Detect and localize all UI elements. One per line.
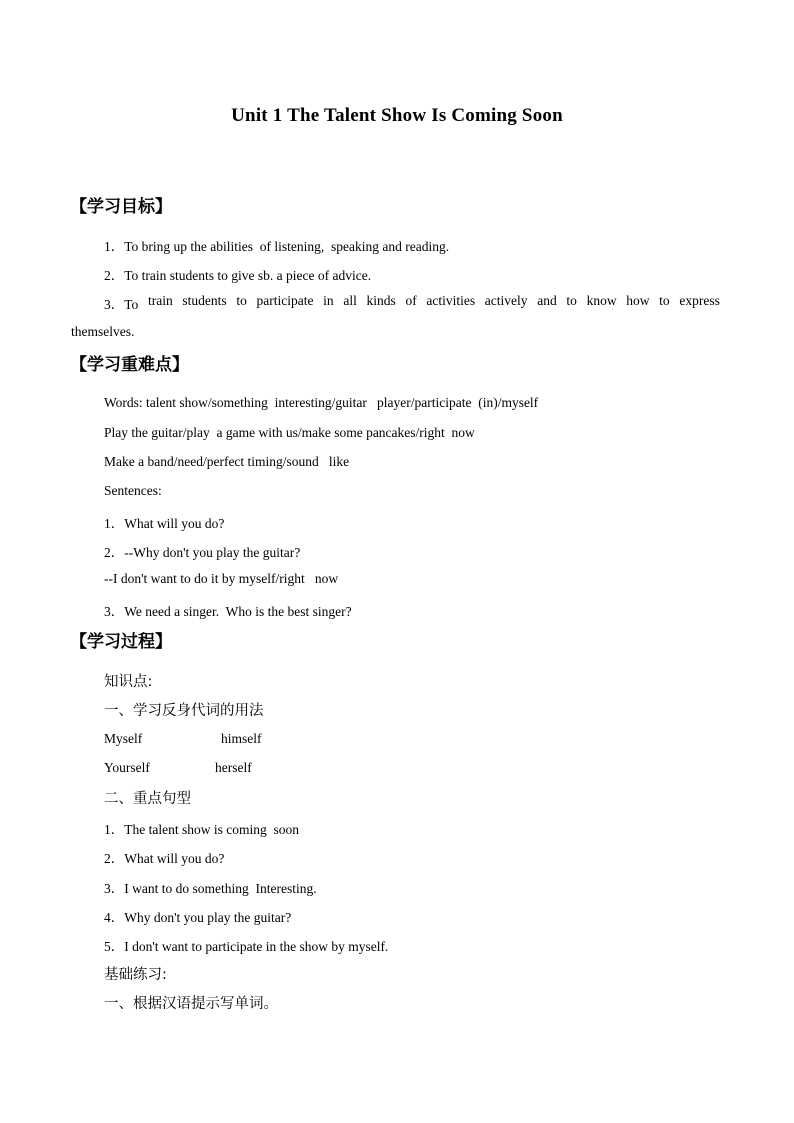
objective-word: know xyxy=(586,293,617,308)
pronoun-cell: herself xyxy=(215,760,252,775)
pronoun-cell: Myself xyxy=(104,731,143,746)
sentence-item: 3．I want to do something Interesting. xyxy=(104,881,317,896)
key-point-line: Sentences: xyxy=(104,483,162,498)
sentence-item: 4．Why don't you play the guitar? xyxy=(104,910,292,925)
document-title: Unit 1 The Talent Show Is Coming Soon xyxy=(231,105,563,126)
objective-word: express xyxy=(679,293,720,308)
key-point-line: Make a band/need/perfect timing/sound like xyxy=(104,454,350,469)
key-point-line: Words: talent show/something interesting/guitar player/participate (in)/myself xyxy=(104,395,539,410)
objective-word: participate xyxy=(256,293,314,308)
objective-item-continuation: themselves. xyxy=(71,324,135,339)
objective-word: 3．To xyxy=(104,297,139,312)
section-heading-objectives: 【学习目标】 xyxy=(70,197,172,217)
practice-title: 一、根据汉语提示写单词。 xyxy=(104,996,278,1012)
section-heading-process: 【学习过程】 xyxy=(70,632,172,652)
key-point-line: 1．What will you do? xyxy=(104,516,225,531)
key-point-line: Play the guitar/play a game with us/make some pancakes/right now xyxy=(104,425,475,440)
pronoun-cell: himself xyxy=(221,731,262,746)
objective-word: to xyxy=(236,293,247,308)
objective-word: to xyxy=(566,293,577,308)
objective-item: 2．To train students to give sb. a piece of advice. xyxy=(104,268,372,283)
objective-word: to xyxy=(659,293,670,308)
sentence-item: 2．What will you do? xyxy=(104,851,225,866)
part-title-sentences: 二、重点句型 xyxy=(104,791,191,807)
objective-word: how xyxy=(626,293,650,308)
objective-word: in xyxy=(323,293,334,308)
objective-item: 1．To bring up the abilities of listening, speaking and reading. xyxy=(104,239,450,254)
objective-word: students xyxy=(182,293,227,308)
objective-word: activities xyxy=(426,293,476,308)
sentence-item: 1．The talent show is coming soon xyxy=(104,822,299,837)
key-point-line: 3．We need a singer. Who is the best singer? xyxy=(104,604,352,619)
objective-word: and xyxy=(537,293,557,308)
knowledge-label: 知识点: xyxy=(104,674,153,690)
objective-word: kinds xyxy=(366,293,396,308)
section-heading-key-points: 【学习重难点】 xyxy=(70,355,189,375)
pronoun-cell: Yourself xyxy=(104,760,150,775)
objective-word: train xyxy=(147,293,173,308)
practice-label: 基础练习: xyxy=(104,967,167,983)
objective-word: all xyxy=(343,293,357,308)
key-point-line: 2．--Why don't you play the guitar? xyxy=(104,545,301,560)
objective-word: of xyxy=(405,293,417,308)
sentence-item: 5．I don't want to participate in the show by myself. xyxy=(104,939,389,954)
objective-item xyxy=(104,293,720,313)
key-point-line: --I don't want to do it by myself/right now xyxy=(104,571,339,586)
part-title-reflexive: 一、学习反身代词的用法 xyxy=(104,703,264,719)
objective-word: actively xyxy=(484,293,528,308)
